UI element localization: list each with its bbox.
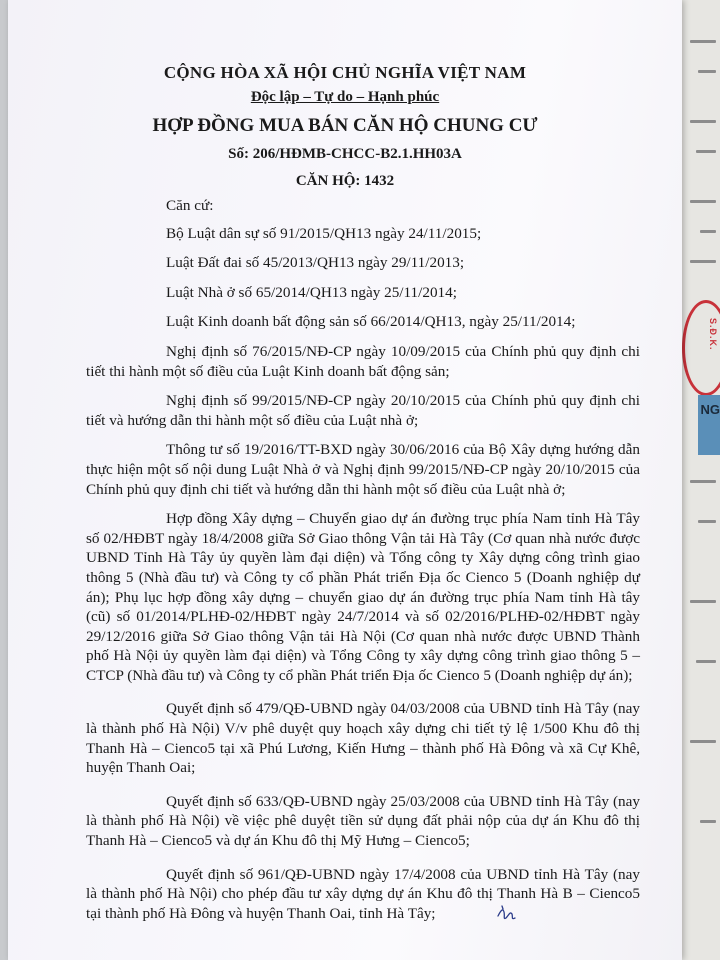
national-title: CỘNG HÒA XÃ HỘI CHỦ NGHĨA VIỆT NAM [163,63,527,82]
legal-bases-intro: Căn cứ: [166,197,214,214]
text-fragment [700,820,716,823]
ng-fragment: NG [700,402,720,417]
handwritten-initials [494,902,524,924]
legal-basis-item: Nghị định số 99/2015/NĐ-CP ngày 20/10/2015 của Chính phủ quy định chi tiết và hướng dẫn thi hành một số điều của Luật nhà ở; [86,392,640,429]
text-fragment [698,70,716,73]
legal-basis-item: Luật Nhà ở số 65/2014/QH13 ngày 25/11/2014; [166,283,457,301]
stamp-lettering: S.Đ.K. [708,318,718,351]
text-fragment [698,520,716,523]
apartment-number: CĂN HỘ: 1432 [295,173,395,189]
legal-basis-item: Luật Đất đai số 45/2013/QH13 ngày 29/11/2013; [166,254,465,272]
legal-basis-item: Nghị định số 76/2015/NĐ-CP ngày 10/09/2015 của Chính phủ quy định chi tiết thi hành một số điều của Luật Kinh doanh bất động sản; [86,342,640,380]
legal-basis-item: Hợp đồng Xây dựng – Chuyển giao dự án đường trục phía Nam tỉnh Hà Tây số 02/HĐBT ngày 18/4/2008 giữa Sở Giao thông Vận tải Hà Tây (Cơ quan nhà nước được UBND Tỉnh Hà Tây ủy quyền làm đại diện) và Tổng công ty Xây dựng công trình giao thông 5 (Nhà đầu tư) và Công ty cổ phần Phát triển Địa ốc Cienco 5 (Doanh nghiệp dự án); Phụ lục hợp đồng xây dựng – chuyển giao dự án đường trục phía Nam tỉnh Hà tây (cũ) số 01/2014/PLHĐ-02/HĐBT ngày 24/7/2014 và số 02/2016/PLHĐ-02/HĐBT ngày 29/12/2016 giữa Sở Giao thông Vận tải Hà Nội (Cơ quan nhà nước được UBND Thành phố Hà Nội ủy quyền làm đại diện) và Tổng Công ty xây dựng công trình giao thông 5 – CTCP (Nhà đầu tư) và Công ty cổ phần Phát triển Địa ốc Cienco 5 (Doanh nghiệp dự án); [86,510,640,684]
text-fragment [700,230,716,233]
legal-bases-section [86,196,640,937]
text-fragment [696,660,716,663]
text-fragment [690,740,716,743]
text-fragment [690,120,716,123]
contract-number: Số: 206/HĐMB-CHCC-B2.1.HH03A [228,146,462,162]
text-fragment [690,480,716,483]
legal-basis-item: Quyết định số 633/QĐ-UBND ngày 25/03/2008 của UBND tỉnh Hà Tây (nay là thành phố Hà Nội) về việc phê duyệt tiền sử dụng đất phải nộp của dự án Khu đô thị Thanh Hà – Cienco5 và dự án Khu đô thị Mỹ Hưng – Cienco5; [86,792,640,850]
legal-basis-item: Thông tư số 19/2016/TT-BXD ngày 30/06/2016 của Bộ Xây dựng hướng dẫn thực hiện một số nội dung Luật Nhà ở và Nghị định 99/2015/NĐ-CP ngày 20/10/2015 của Chính phủ quy định chi tiết và hướng dẫn thi hành một số điều của Luật nhà ở; [86,441,640,498]
text-fragment [690,260,716,263]
legal-basis-item: Luật Kinh doanh bất động sản số 66/2014/QH13, ngày 25/11/2014; [166,313,576,331]
text-fragment [690,40,716,43]
text-fragment [690,200,716,203]
text-fragment [690,600,716,603]
contract-page [8,0,682,960]
legal-basis-item: Quyết định số 479/QĐ-UBND ngày 04/03/2008 của UBND tỉnh Hà Tây (nay là thành phố Hà Nội) V/v phê duyệt quy hoạch xây dựng chi tiết tỷ lệ 1/500 Khu đô thị Thanh Hà – Cienco5 tại xã Phú Lương, Kiến Hưng – thành phố Hà Đông và xã Cự Khê, huyện Thanh Oai; [86,700,640,777]
document-title: HỢP ĐỒNG MUA BÁN CĂN HỘ CHUNG CƯ [152,115,538,136]
national-motto: Độc lập – Tự do – Hạnh phúc [250,89,440,105]
legal-basis-item: Quyết định số 961/QĐ-UBND ngày 17/4/2008 của UBND tỉnh Hà Tây (nay là thành phố Hà Nội) cho phép đầu tư xây dựng dự án Khu đô thị Thanh Hà B – Cienco5 tại thành phố Hà Đông và huyện Thanh Oai, tỉnh Hà Tây; [86,865,640,922]
legal-basis-item: Bộ Luật dân sự số 91/2015/QH13 ngày 24/11/2015; [166,224,482,242]
text-fragment [696,150,716,153]
